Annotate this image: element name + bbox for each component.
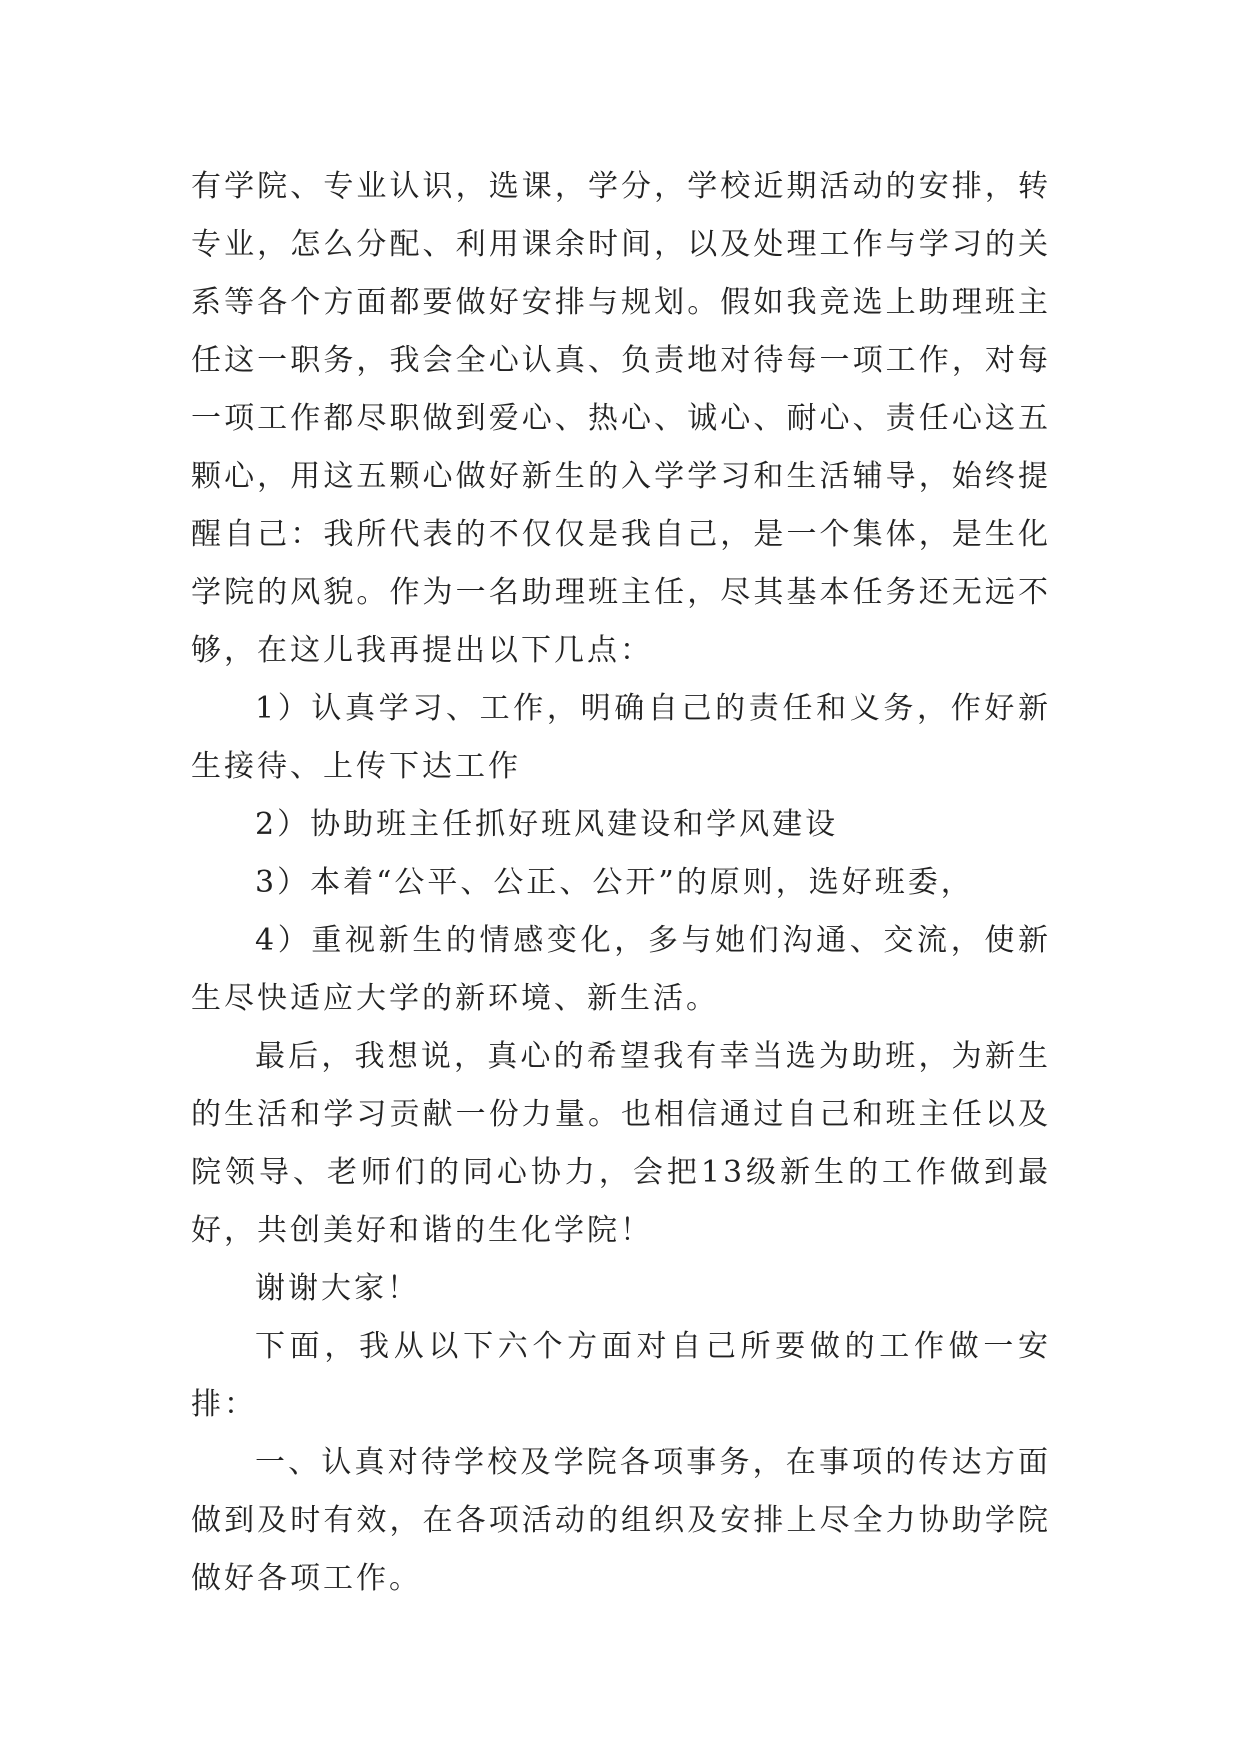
- list-item-1: 1）认真学习、工作，明确自己的责任和义务，作好新生接待、上传下达工作: [191, 691, 1051, 784]
- thanks-line: 谢谢大家！: [255, 1271, 420, 1306]
- plan-item-1: 一、认真对待学校及学院各项事务，在事项的传达方面做到及时有效，在各项活动的组织及安排上尽全力协助学院做好各项工作。: [191, 1445, 1051, 1596]
- list-item-3: 3）本着“公平、公正、公开”的原则，选好班委，: [255, 865, 974, 900]
- paragraph-continuation: 有学院、专业认识，选课，学分，学校近期活动的安排，转专业，怎么分配、利用课余时间，以及处理工作与学习的关系等各个方面都要做好安排与规划。假如我竞选上助理班主任这一职务，我会全心认真、负责地对待每一项工作，对每一项工作都尽职做到爱心、热心、诚心、耐心、责任心这五颗心，用这五颗心做好新生的入学学习和生活辅导，始终提醒自己：我所代表的不仅仅是我自己，是一个集体，是生化学院的风貌。作为一名助理班主任，尽其基本任务还无远不够，在这儿我再提出以下几点：: [191, 169, 1051, 668]
- plan-intro: 下面，我从以下六个方面对自己所要做的工作做一安排：: [191, 1329, 1051, 1422]
- document-body: [191, 158, 1051, 1608]
- list-item-2: 2）协助班主任抓好班风建设和学风建设: [255, 807, 839, 842]
- list-item-4: 4）重视新生的情感变化，多与她们沟通、交流，使新生尽快适应大学的新环境、新生活。: [191, 923, 1051, 1016]
- closing-paragraph: 最后，我想说，真心的希望我有幸当选为助班，为新生的生活和学习贡献一份力量。也相信通过自己和班主任以及院领导、老师们的同心协力，会把13级新生的工作做到最好，共创美好和谐的生化学院！: [191, 1039, 1051, 1248]
